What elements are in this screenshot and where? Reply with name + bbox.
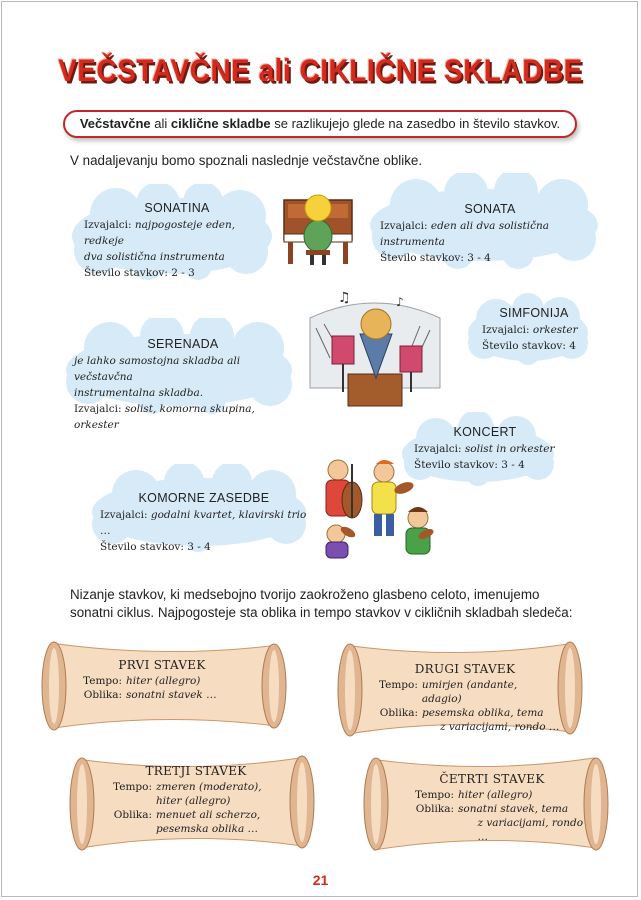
scroll-prvi-stavek (40, 634, 288, 738)
label-izvajalci: Izvajalci: (74, 403, 122, 415)
serenada-title: SERENADA (147, 337, 219, 351)
drugi-tempo: umirjen (andante, adagio) (421, 679, 518, 705)
drugi-oblika: pesemska oblika, tema (422, 707, 544, 719)
sonatina-izvajalci: najpogosteje eden, redkeje (84, 219, 236, 247)
tretji-oblika: menuet ali scherzo, (156, 809, 261, 821)
tretji-oblika-cont: pesemska oblika … (156, 823, 259, 835)
label-stevilo: Število stavkov: (414, 459, 498, 471)
cloud-simfonija (464, 293, 592, 367)
scroll-tretji-stavek (68, 748, 316, 858)
page-title: VEČSTAVČNE ali CIKLIČNE SKLADBE (58, 53, 583, 88)
label-oblika: Oblika: (83, 689, 122, 701)
komorne-title: KOMORNE ZASEDBE (138, 491, 270, 505)
label-tempo: Tempo: (113, 781, 152, 793)
komorne-stevilo: 3 - 4 (187, 541, 211, 553)
closing-text-line2: sonatni ciklus. Najpogosteje sta oblika in tempo stavkov v cikličnih skladbah sledeča: (70, 605, 573, 620)
label-stevilo: Število stavkov: (100, 541, 184, 553)
cloud-sonatina (68, 184, 276, 280)
label-izvajalci: Izvajalci: (380, 220, 428, 232)
label-stevilo: Število stavkov: (482, 340, 566, 352)
label-izvajalci: Izvajalci: (100, 509, 148, 521)
cloud-komorne-zasedbe (88, 464, 310, 554)
simfonija-title: SIMFONIJA (499, 306, 569, 320)
intro-text-2: se razlikujejo glede na zasedbo in število stavkov. (270, 116, 561, 131)
pianist-illustration (280, 186, 356, 266)
page-number: 21 (312, 872, 329, 888)
lead-text: V nadaljevanju bomo spoznali naslednje večstavčne oblike. (70, 153, 423, 168)
tretji-tempo: zmeren (moderato), (156, 781, 262, 793)
cetrti-stavek-title: ČETRTI STAVEK (439, 772, 545, 786)
drugi-oblika-cont: z variacijami, rondo … (440, 721, 560, 733)
simfonija-stevilo: 4 (569, 340, 576, 352)
tretji-stavek-title: TRETJI STAVEK (145, 764, 247, 778)
label-stevilo: Število stavkov: (84, 267, 168, 279)
cetrti-tempo: hiter (allegro) (458, 789, 533, 801)
drugi-stavek-title: DRUGI STAVEK (414, 662, 516, 676)
sonatina-stevilo: 2 - 3 (171, 267, 195, 279)
scroll-drugi-stavek (336, 634, 584, 744)
koncert-title: KONCERT (453, 425, 517, 439)
label-izvajalci: Izvajalci: (84, 219, 132, 231)
prvi-tempo: hiter (allegro) (126, 675, 201, 687)
simfonija-izvajalci: orkester (532, 324, 578, 336)
label-stevilo: Število stavkov: (380, 252, 464, 264)
conductor-illustration (300, 288, 448, 408)
cloud-serenada (62, 318, 296, 431)
sonatina-izvajalci-cont: dva solistična instrumenta (84, 251, 225, 263)
serenada-izvajalci: solist, komorna skupina, orkester (74, 403, 255, 431)
cetrti-oblika: sonatni stavek, tema (458, 803, 569, 815)
intro-term-2: ciklične skladbe (170, 116, 271, 131)
sonata-title: SONATA (464, 202, 516, 216)
sonatina-title: SONATINA (144, 201, 210, 215)
label-oblika: Oblika: (379, 707, 418, 719)
koncert-stevilo: 3 - 4 (501, 459, 525, 471)
prvi-stavek-title: PRVI STAVEK (118, 658, 206, 672)
svg-text:♫: ♫ (338, 290, 351, 306)
svg-text:♪: ♪ (396, 295, 404, 309)
closing-text-line1: Nizanje stavkov, ki medsebojno tvorijo zaokroženo glasbeno celoto, imenujemo (70, 587, 540, 602)
intro-term-1: Večstavčne (79, 116, 151, 131)
chamber-ensemble-illustration (314, 454, 440, 562)
label-tempo: Tempo: (415, 789, 454, 801)
tretji-tempo-cont: hiter (allegro) (156, 795, 231, 807)
label-izvajalci: Izvajalci: (414, 443, 462, 455)
scroll-cetrti-stavek (362, 748, 610, 860)
label-izvajalci: Izvajalci: (482, 324, 530, 336)
sonata-izvajalci: eden ali dva solistična instrumenta (380, 220, 549, 248)
label-oblika: Oblika: (415, 803, 454, 815)
cloud-sonata (366, 173, 602, 269)
label-oblika: Oblika: (113, 809, 152, 821)
label-tempo: Tempo: (83, 675, 122, 687)
prvi-oblika: sonatni stavek … (126, 689, 217, 701)
serenada-desc: je lahko samostojna skladba ali večstavčna (74, 355, 241, 383)
serenada-desc-cont: instrumentalna skladba. (74, 387, 204, 399)
cetrti-oblika-cont: z variacijami, rondo … (477, 817, 584, 843)
komorne-izvajalci: godalni kvartet, klavirski trio … (100, 509, 307, 537)
sonata-stevilo: 3 - 4 (467, 252, 491, 264)
intro-box (63, 110, 577, 138)
label-tempo: Tempo: (378, 679, 418, 691)
intro-text-1: ali (150, 116, 171, 131)
koncert-izvajalci: solist in orkester (464, 443, 555, 455)
